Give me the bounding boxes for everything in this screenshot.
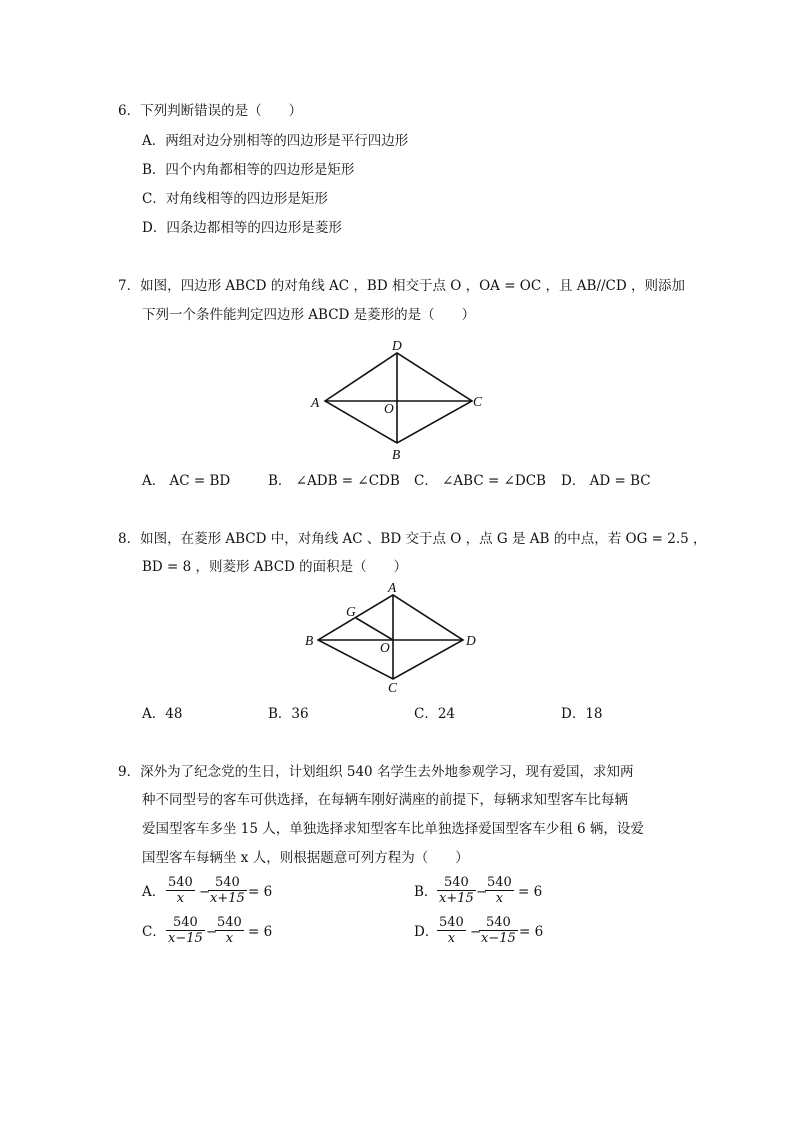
q9-option-b-letter: B． [414, 884, 438, 900]
q9-option-a-minus: − [199, 884, 211, 900]
q7-rhombus-figure [300, 335, 500, 465]
q9-option-a-rhs: = 6 [248, 884, 273, 900]
denominator: x [437, 930, 466, 946]
q9-option-d-fraction-1 [437, 915, 466, 946]
q6-option-d: D．四条边都相等的四边形是菱形 [142, 220, 342, 236]
q8-option-c: C．24 [414, 706, 456, 722]
q6-option-b: B．四个内角都相等的四边形是矩形 [142, 162, 355, 178]
q8-label-d: D [466, 633, 476, 648]
numerator: 540 [214, 875, 240, 890]
q8-option-b: B．36 [268, 706, 309, 722]
numerator: 540 [443, 875, 469, 890]
q7-stem-line1: 7．如图，四边形 ABCD 的对角线 AC ，BD 相交于点 O ，OA = OC ，且 AB//CD ，则添加 [118, 278, 685, 294]
q8-option-a: A．48 [142, 706, 183, 722]
numerator: 540 [485, 915, 511, 930]
q9-stem-line3: 爱国型客车多坐 15 人，单独选择求知型客车比单独选择爱国型客车少租 6 辆，设爱 [142, 821, 644, 837]
q9-option-a-fraction-1 [166, 875, 195, 906]
q8-option-d: D．18 [561, 706, 603, 722]
denominator: x+15 [210, 891, 245, 906]
q9-option-d-letter: D． [414, 924, 439, 940]
q9-option-b-rhs: = 6 [518, 884, 543, 900]
q8-rhombus-outline [318, 595, 463, 679]
denominator: x [215, 930, 244, 946]
q9-option-b-fraction-1 [437, 875, 476, 906]
q7-option-a: A． AC = BD [142, 473, 231, 489]
q8-label-g: G [346, 604, 356, 619]
q8-label-b: B [305, 633, 314, 648]
q9-option-a-letter: A． [142, 884, 166, 900]
denominator: x [166, 890, 195, 906]
denominator: x−15 [481, 931, 516, 946]
q8-stem-line1: 8．如图，在菱形 ABCD 中，对角线 AC 、BD 交于点 O ，点 G 是 AB 的中点，若 OG = 2.5 ， [118, 531, 707, 547]
q8-stem-line2: BD = 8 ，则菱形 ABCD 的面积是（ ） [142, 559, 408, 575]
q7-option-b: B． ∠ADB = ∠CDB [268, 473, 400, 489]
q9-option-b-fraction-2 [485, 875, 514, 906]
q9-option-c-fraction-1 [166, 915, 205, 946]
q7-option-d: D． AD = BC [561, 473, 651, 489]
q7-label-b: B [392, 447, 401, 462]
numerator: 540 [168, 875, 193, 890]
q7-label-c: C [473, 394, 483, 409]
q7-label-d: D [392, 338, 402, 353]
q7-label-a: A [311, 395, 320, 410]
q8-label-a: A [388, 580, 397, 595]
q9-option-a-fraction-2 [208, 875, 247, 906]
q6-stem: 6．下列判断错误的是（ ） [118, 103, 303, 119]
q9-stem-line2: 种不同型号的客车可供选择，在每辆车刚好满座的前提下，每辆求知型客车比每辆 [142, 792, 628, 808]
denominator: x+15 [439, 891, 474, 906]
numerator: 540 [439, 915, 464, 930]
q7-option-c: C． ∠ABC = ∠DCB [414, 473, 546, 489]
numerator: 540 [172, 915, 198, 930]
q9-stem-line4: 国型客车每辆坐 x 人，则根据题意可列方程为（ ） [142, 850, 469, 866]
q9-option-c-minus: − [206, 924, 218, 940]
q9-option-b-minus: − [476, 884, 488, 900]
q9-option-d-fraction-2 [479, 915, 518, 946]
q9-option-d-minus: − [470, 924, 482, 940]
q9-stem-line1: 9．深外为了纪念党的生日，计划组织 540 名学生去外地参观学习，现有爱国，求知两 [118, 764, 634, 780]
q8-rhombus-figure [296, 578, 496, 698]
q6-option-c: C．对角线相等的四边形是矩形 [142, 191, 328, 207]
q8-segment-og [356, 618, 393, 640]
numerator: 540 [217, 915, 242, 930]
q9-option-d-rhs: = 6 [519, 924, 544, 940]
denominator: x−15 [168, 931, 203, 946]
q7-label-o: O [384, 401, 394, 416]
q7-stem-line2: 下列一个条件能判定四边形 ABCD 是菱形的是（ ） [142, 307, 476, 323]
denominator: x [485, 890, 514, 906]
q7-rhombus-outline [325, 353, 472, 443]
q8-label-c: C [388, 680, 398, 695]
q8-label-o: O [380, 640, 390, 655]
q9-option-c-rhs: = 6 [248, 924, 273, 940]
q9-option-c-letter: C． [142, 924, 166, 940]
q9-option-c-fraction-2 [215, 915, 244, 946]
q6-option-a: A．两组对边分别相等的四边形是平行四边形 [142, 133, 409, 149]
numerator: 540 [487, 875, 512, 890]
